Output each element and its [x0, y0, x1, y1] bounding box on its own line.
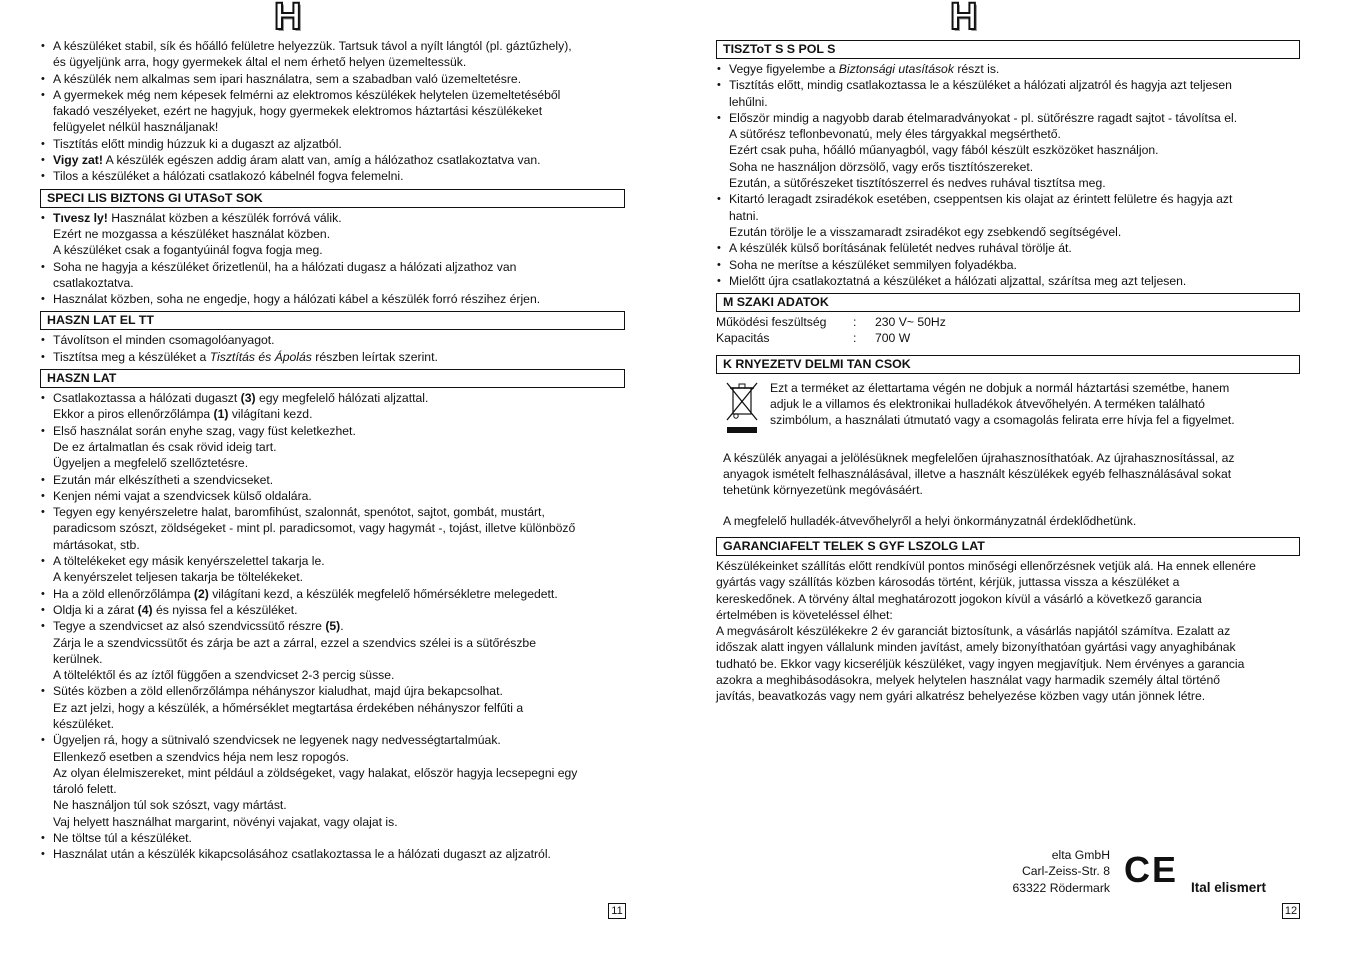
list-item-line: és ügyeljünk arra, hogy gyermekek által el nem érhető helyen üzemeltessük.: [53, 55, 467, 70]
list-item-line: Ezután törölje le a visszamaradt zsiradékot egy zsebkendő segítségével.: [729, 224, 1122, 239]
text-line: azokra a meghibásodásokra, melyek helytelen használat vagy harmadik személy által történő: [716, 673, 1221, 688]
list-item: [40, 683, 625, 732]
list-item-line: Ezért ne mozgassa a készüléket használat közben.: [53, 226, 331, 241]
ce-mark: CE: [1124, 849, 1179, 890]
section-title-tech-data: M SZAKI ADATOK: [716, 293, 1300, 312]
spec-sep: :: [853, 315, 857, 330]
list-item-line: • Tıvesz ly! Használat közben a készülék forróvá válik.: [53, 210, 342, 225]
list-item-line: • A töltelékeket egy másik kenyérszelettel takarja le.: [53, 554, 325, 569]
list-item: [40, 553, 625, 586]
municipality-note: A megfelelő hulladék-átvevőhelyről a helyi önkormányzatnál érdeklődhetünk.: [723, 513, 1137, 528]
text-line: szimbólum, a használati útmutató vagy a csomagolás felirata erre hívja fel a figyelmet.: [770, 413, 1235, 428]
list-item-line: • Soha ne merítse a készüléket semmilyen folyadékba.: [729, 257, 1017, 272]
list-item-line: • A készülék nem alkalmas sem ipari használatra, sem a szabadban való üzemeltetésre.: [53, 71, 522, 86]
list-item-line: csatlakoztatva.: [53, 275, 134, 290]
list-item-line: Ügyeljen a megfelelő szellőztetésre.: [53, 456, 249, 471]
crossed-bin-icon: [724, 380, 760, 436]
list-item: [40, 38, 625, 71]
list-item-line: • Tisztítsa meg a készüléket a Tisztítás és Ápolás részben leírtak szerint.: [53, 349, 438, 364]
list-item-line: fakadó veszélyeket, ezért ne hagyjuk, hogy gyermekek elektromos háztartási készülékeket: [53, 104, 543, 119]
list-item-line: • Első használat során enyhe szag, vagy füst keletkezhet.: [53, 423, 356, 438]
text-line: tehetünk környezetünk megóvásáért.: [723, 483, 923, 498]
recycling-text: [770, 380, 1235, 429]
text-line: A készülék anyagai a jelölésüknek megfelelően újrahasznosíthatóak. Az újrahasznosítással, az: [723, 450, 1235, 465]
list-item-line: • Kenjen némi vajat a szendvicsek külső oldalára.: [53, 488, 312, 503]
list-item: [40, 259, 625, 292]
list-item-line: paradicsom szószt, zöldségeket - mint pl. paradicsomot, vagy hagymát -, tojást, illetve különböző: [53, 521, 576, 536]
list-item: [40, 602, 625, 618]
list-item-line: tároló felett.: [53, 782, 117, 797]
text-line: Carl-Zeiss-Str. 8: [1021, 864, 1110, 879]
list-item: [716, 273, 1300, 289]
list-item: [40, 732, 625, 830]
list-item-line: Soha ne használjon dörzsölő, vagy erős tisztítószereket.: [729, 159, 1034, 174]
list-item: [716, 61, 1300, 77]
section-title-special-safety: SPECI LIS BIZTONS GI UTASoT SOK: [40, 189, 625, 208]
list-item: [40, 210, 625, 259]
section-title-usage: HASZN LAT: [40, 369, 625, 388]
list-item-line: hatni.: [729, 208, 759, 223]
text-line: adjuk le a villamos és elektronikai hulladékok átvevőhelyén. A terméken található: [770, 397, 1205, 412]
list-item-line: • Tisztítás előtt mindig húzzuk ki a dugaszt az aljzatból.: [53, 136, 342, 151]
list-item-line: A készüléket csak a fogantyúinál fogva fogja meg.: [53, 243, 323, 258]
text-line: időszak alatt ingyen vállalunk minden javítást, amely bizonyíthatóan gyártási vagy anyaghibának: [716, 640, 1236, 655]
list-item: [716, 77, 1300, 110]
list-item: [716, 240, 1300, 256]
language-header-letter: H: [274, 0, 302, 38]
list-item: [716, 191, 1300, 240]
list-item: [40, 71, 625, 87]
list-item-line: • A készülék külső borításának felületét nedves ruhával törölje át.: [729, 241, 1072, 256]
text-line: elta GmbH: [1051, 848, 1110, 862]
list-item-line: • Vegye figyelembe a Biztonsági utasítások részt is.: [729, 62, 1000, 76]
list-item-line: • Távolítson el minden csomagolóanyagot.: [53, 333, 275, 348]
spec-row: [716, 330, 995, 346]
language-header-letter: H: [950, 0, 978, 38]
list-item: [40, 136, 625, 152]
text-line: javítás, beavatkozás vagy nem gyári alkatrész behelyezése közben vagy után jönnek létre.: [716, 689, 1206, 704]
list-item-line: • A gyermekek még nem képesek felmérni az elektromos készülékek helytelen üzemeltetéséből: [53, 87, 561, 102]
section-title-before-use: HASZN LAT EL TT: [40, 311, 625, 330]
text-line: Ezt a terméket az élettartama végén ne dobjuk a normál háztartási szemétbe, hanem: [770, 380, 1230, 395]
list-item-line: • A készüléket stabil, sík és hőálló felületre helyezzük. Tartsuk távol a nyílt lángtól (pl. gáztűzhely),: [53, 39, 572, 53]
list-item: [40, 152, 625, 168]
list-item-line: De ez ártalmatlan és csak rövid ideig tart.: [53, 439, 277, 454]
usage-list: [40, 390, 625, 863]
list-item-line: felügyelet nélkül használjanak!: [53, 120, 219, 135]
page-number: 11: [608, 903, 626, 919]
list-item: [40, 488, 625, 504]
text-line: anyagok ismételt felhasználásával, illetve a használt készülékek egyéb felhasználásával sokat: [723, 467, 1232, 482]
list-item-line: • Sütés közben a zöld ellenőrzőlámpa néhányszor kialudhat, majd újra bekapcsolhat.: [53, 684, 503, 699]
cleaning-list: [716, 61, 1300, 289]
list-item-line: A sütőrész teflonbevonatú, mely éles tárgyakkal megsérthető.: [729, 127, 1061, 142]
list-item: [40, 332, 625, 348]
list-item: [40, 291, 625, 307]
list-item-line: A tölteléktől és az íztől függően a szendvicset 2-3 percig süsse.: [53, 668, 395, 683]
text-line: gyártás vagy szállítás közben károsodás történt, kérjük, juttassa vissza a készüléket a: [716, 575, 1180, 590]
list-item: [40, 349, 625, 365]
list-item-line: készüléket.: [53, 716, 114, 731]
list-item-line: Vaj helyett használhat margarint, növényi vajakat, vagy olajat is.: [53, 814, 398, 829]
spec-value: 230 V~ 50Hz: [875, 315, 946, 330]
spec-row: [716, 314, 995, 330]
spec-label: Kapacitás: [716, 331, 770, 346]
text-line: 63322 Rödermark: [1012, 880, 1110, 895]
list-item: [40, 423, 625, 472]
list-item: [40, 504, 625, 553]
list-item-line: • Ne töltse túl a készüléket.: [53, 831, 192, 846]
warranty-text: [716, 558, 1300, 705]
list-item: [40, 830, 625, 846]
before-use-list: [40, 332, 625, 365]
recycling-paragraph: [716, 450, 1300, 499]
list-item-line: • Oldja ki a zárat (4) és nyissa fel a készüléket.: [53, 602, 298, 617]
list-item-line: • Kitartó leragadt zsiradékok esetében, cseppentsen kis olajat az érintett felületre és hagyja azt: [729, 192, 1233, 207]
list-item-line: Ez azt jelzi, hogy a készülék, a hőmérséklet megtartása érdekében néhányszor felfűti a: [53, 700, 524, 715]
text-line: értelmében is követeléssel élhet:: [716, 607, 893, 622]
list-item-line: Ne használjon túl sok szószt, vagy mártást.: [53, 798, 287, 813]
list-item-line: • Először mindig a nagyobb darab ételmaradványokat - pl. sütőrészre ragadt sajtot - távolítsa el.: [729, 110, 1238, 125]
spec-label: Működési feszültség: [716, 315, 827, 330]
right-content: [716, 38, 1300, 705]
list-item: [40, 87, 625, 136]
text-line: A megvásárolt készülékekre 2 év garanciát biztosítunk, a vásárlás napjától számítva. Ezalatt az: [716, 624, 1231, 639]
list-item-line: • Vigy zat! A készülék egészen addig áram alatt van, amíg a hálózathoz csatlakoztatva van.: [53, 153, 541, 168]
list-item: [40, 472, 625, 488]
list-item-line: Ellenkező esetben a szendvics héja nem lesz ropogós.: [53, 749, 350, 764]
list-item-line: lehűlni.: [729, 94, 768, 109]
list-item-line: Az olyan élelmiszereket, mint például a zöldségeket, vagy halakat, először hagyja lecsepegni egy: [53, 765, 578, 780]
list-item: [40, 390, 625, 423]
list-item-line: mártásokat, stb.: [53, 537, 140, 552]
spec-sep: :: [853, 331, 857, 346]
list-item: [716, 110, 1300, 191]
section-title-cleaning: TISZToT S S POL S: [716, 40, 1300, 59]
spec-value: 700 W: [875, 331, 911, 346]
list-item-line: Zárja le a szendvicssütőt és zárja be azt a zárral, ezzel a szendvics szélei is a sütőrészbe: [53, 635, 536, 650]
tech-data-table: [716, 314, 995, 347]
special-safety-list: [40, 210, 625, 308]
list-item-line: • Ha a zöld ellenőrzőlámpa (2) világítani kezd, a készülék megfelelő hőmérsékletre melegedett.: [53, 586, 558, 601]
list-item: [40, 168, 625, 184]
list-item-line: • Csatlakoztassa a hálózati dugaszt (3) egy megfelelő hálózati aljzattal.: [53, 391, 429, 406]
recycling-notice: [716, 380, 1300, 436]
list-item-line: • Tegyen egy kenyérszeletre halat, baromfihúst, szalonnát, spenótot, sajtot, gombát, mustárt,: [53, 505, 545, 520]
ital-approval: Ital elismert: [1191, 880, 1267, 895]
list-item: [40, 586, 625, 602]
list-item-line: • Használat után a készülék kikapcsolásához csatlakoztassa le a hálózati dugaszt az aljzatról.: [53, 847, 551, 862]
section-title-warranty: GARANCIAFELT TELEK S GYF LSZOLG LAT: [716, 537, 1300, 556]
list-item: [716, 257, 1300, 273]
section-title-environment: K RNYEZETV DELMI TAN CSOK: [716, 355, 1300, 374]
list-item-line: • Mielőtt újra csatlakoztatná a készüléket a hálózati aljzattal, szárítsa meg azt teljesen.: [729, 273, 1187, 288]
list-item-line: A kenyérszelet teljesen takarja be töltelékeket.: [53, 570, 303, 585]
list-item-line: • Tisztítás előtt, mindig csatlakoztassa le a készüléket a hálózati aljzatról és hagyja azt teljesen: [729, 78, 1232, 93]
list-item-line: • Tegye a szendvicset az alsó szendvicssütő részre (5).: [53, 619, 344, 634]
list-item-line: • Használat közben, soha ne engedje, hogy a hálózati kábel a készülék forró részihez érjen.: [53, 292, 541, 307]
list-item: [40, 618, 625, 683]
list-item: [40, 846, 625, 862]
company-address: [986, 847, 1110, 896]
list-item-line: • Soha ne hagyja a készüléket őrizetlenül, ha a hálózati dugasz a hálózati aljzathoz van: [53, 259, 517, 274]
list-item-line: kerülnek.: [53, 651, 103, 666]
text-line: kereskedőnek. A törvény által meghatározott jogokon kívül a vásárló a következő garancia: [716, 591, 1202, 606]
list-item-line: • Ügyeljen rá, hogy a sütnivaló szendvicsek ne legyenek nagy nedvességtartalmúak.: [53, 733, 501, 748]
list-item-line: Ekkor a piros ellenőrzőlámpa (1) világítani kezd.: [53, 407, 313, 422]
text-line: tudható be. Ekkor vagy kicseréljük készüléket, vagy ingyen megjavítjuk. Nem érvényes a garancia: [716, 656, 1245, 671]
list-item-line: • Ezután már elkészítheti a szendvicseket.: [53, 472, 274, 487]
list-item-line: • Tilos a készüléket a hálózati csatlakozó kábelnél fogva felemelni.: [53, 169, 404, 184]
page-number: 12: [1282, 903, 1300, 919]
left-content: [40, 38, 625, 863]
intro-list: [40, 38, 625, 185]
list-item-line: Ezért csak puha, hőálló műanyagból, vagy fából készült eszközöket használjon.: [729, 143, 1159, 158]
text-line: Készülékeinket szállítás előtt rendkívül pontos minőségi ellenőrzésnek vetjük alá. Ha ennek ellenére: [716, 558, 1256, 573]
list-item-line: Ezután, a sütőrészeket tisztítószerrel és nedves ruhával tisztítsa meg.: [729, 176, 1106, 191]
